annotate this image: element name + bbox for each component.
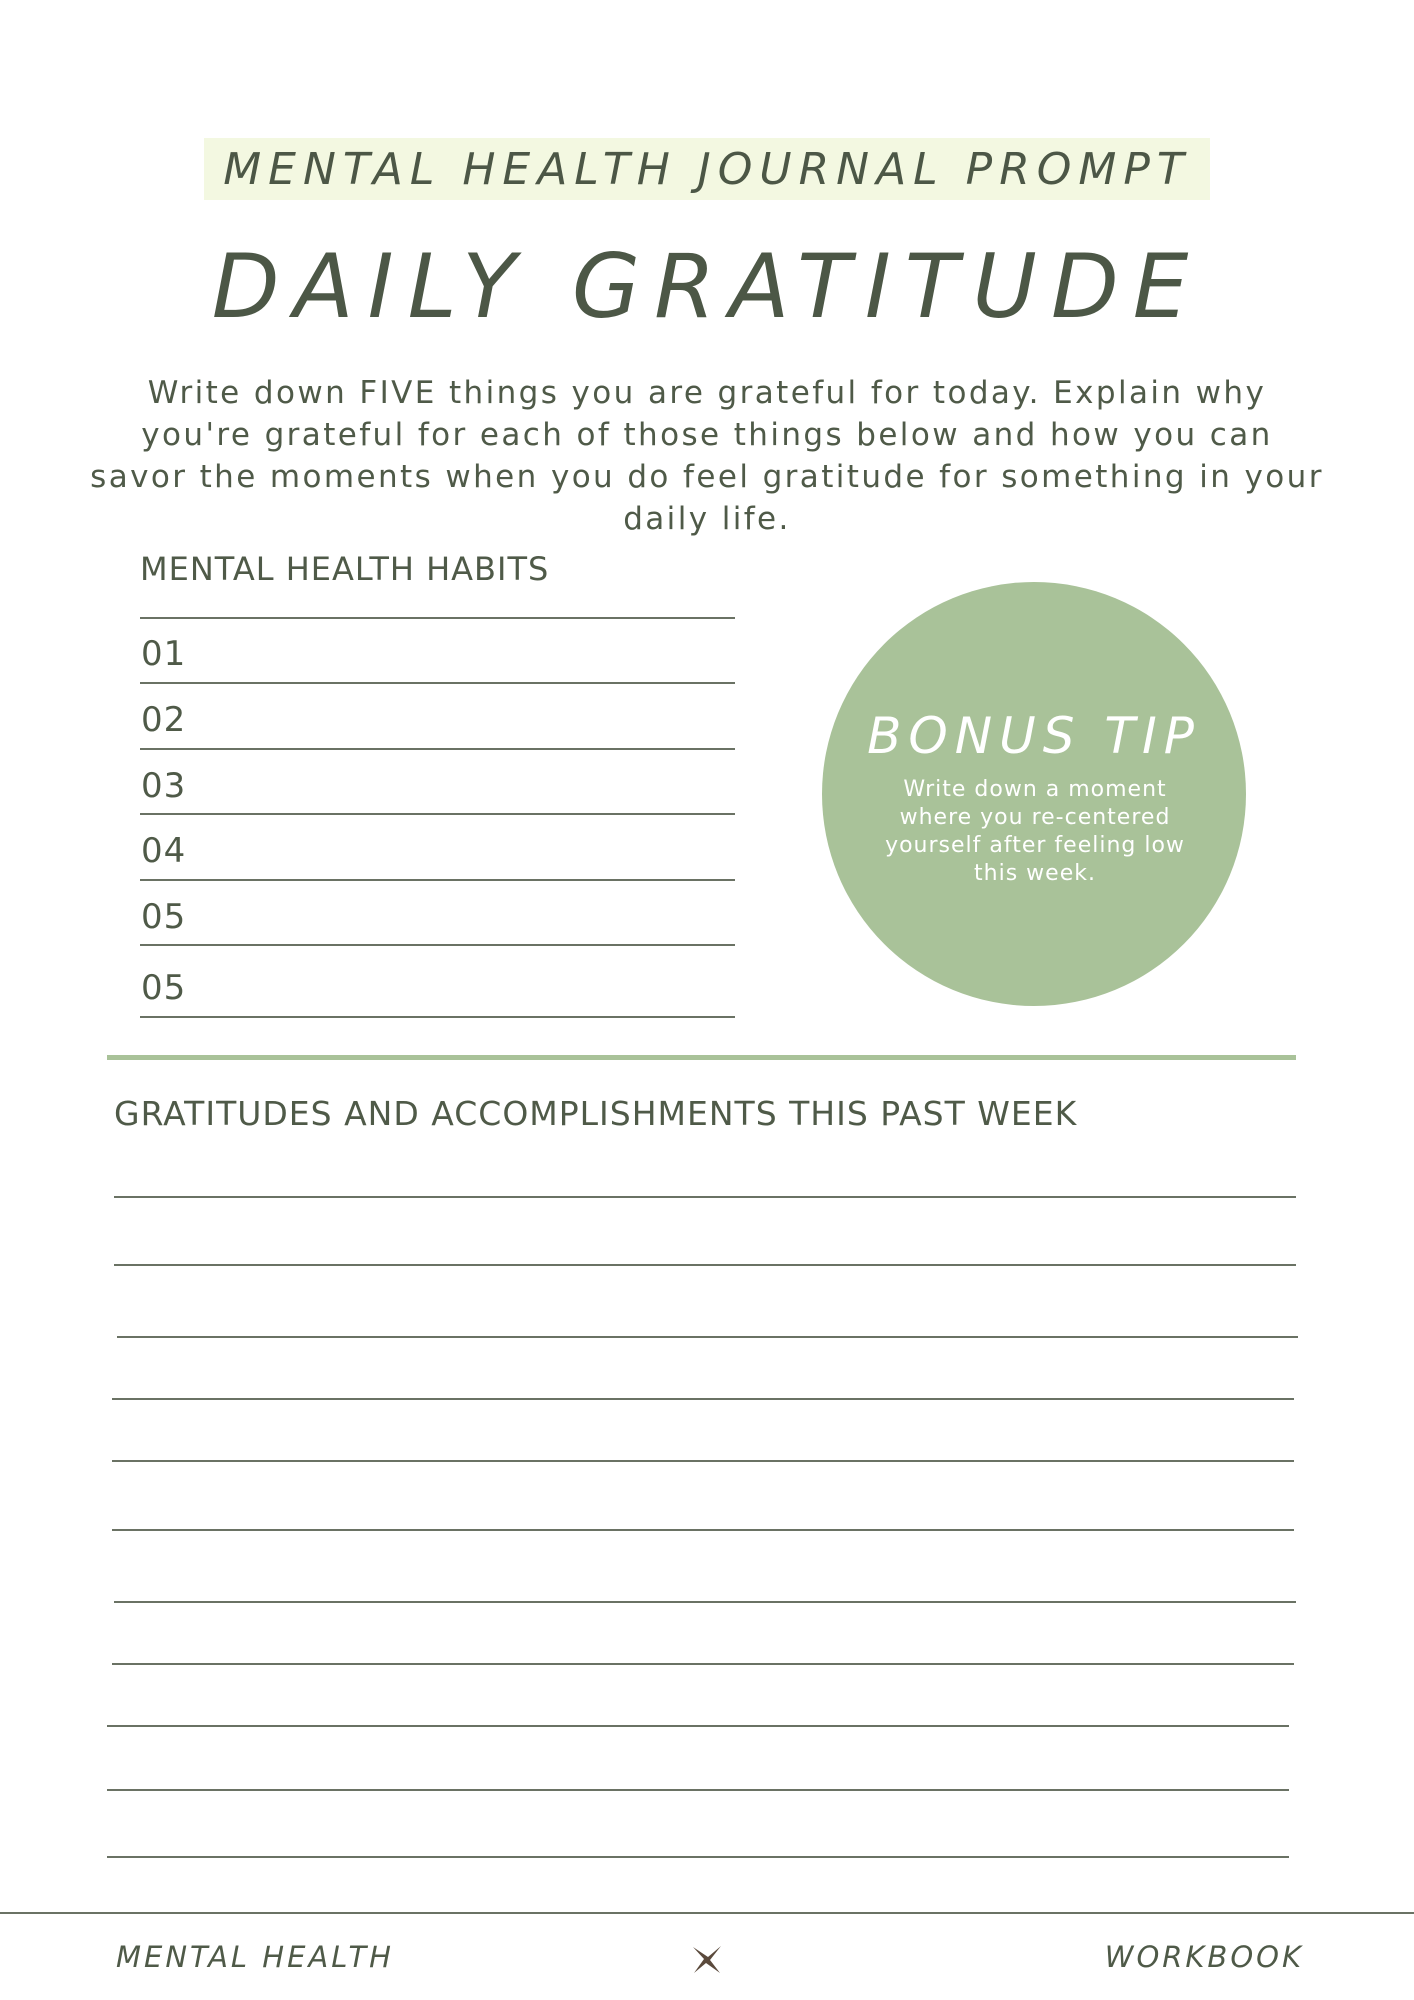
footer-left-label: MENTAL HEALTH	[116, 1940, 394, 1974]
writing-line-8[interactable]	[112, 1663, 1294, 1665]
writing-line-1[interactable]	[114, 1196, 1296, 1198]
writing-line-3[interactable]	[117, 1336, 1298, 1338]
habit-line-3[interactable]	[140, 813, 735, 815]
habits-heading: MENTAL HEALTH HABITS	[140, 550, 550, 588]
writing-line-10[interactable]	[107, 1789, 1289, 1791]
eyebrow-label: MENTAL HEALTH JOURNAL PROMPT	[223, 143, 1191, 195]
writing-line-6[interactable]	[112, 1529, 1294, 1531]
habit-number-2: 02	[141, 700, 187, 740]
writing-line-5[interactable]	[112, 1460, 1294, 1462]
habit-number-4: 04	[141, 831, 187, 871]
writing-line-7[interactable]	[114, 1601, 1296, 1603]
instructions-text: Write down FIVE things you are grateful for today. Explain why you're grateful for each of those things below and how you can savor the moments when you do feel gratitude for something in your daily life.	[90, 375, 1324, 537]
habit-number-1: 01	[141, 634, 187, 674]
habit-line-1[interactable]	[140, 682, 735, 684]
footer-rule	[0, 1912, 1414, 1914]
footer-right-label: WORKBOOK	[1104, 1940, 1304, 1974]
bonus-tip-text: Write down a moment where you re-centered yourself after feeling low this week.	[885, 777, 1185, 886]
habit-line-2[interactable]	[140, 748, 735, 750]
writing-line-11[interactable]	[107, 1856, 1289, 1858]
habit-line-6[interactable]	[140, 1016, 735, 1018]
habits-top-rule	[140, 617, 735, 619]
gratitudes-heading: GRATITUDES AND ACCOMPLISHMENTS THIS PAST WEEK	[114, 1094, 1078, 1133]
habit-number-3: 03	[141, 766, 187, 806]
page-title: DAILY GRATITUDE	[211, 235, 1203, 338]
habit-number-5: 05	[141, 897, 187, 937]
writing-line-2[interactable]	[114, 1264, 1296, 1266]
writing-line-4[interactable]	[112, 1398, 1294, 1400]
sparkle-icon	[690, 1942, 724, 1976]
bonus-tip-title: BONUS TIP	[867, 707, 1201, 765]
habit-line-5[interactable]	[140, 944, 735, 946]
section-divider	[107, 1055, 1296, 1060]
writing-line-9[interactable]	[107, 1725, 1289, 1727]
habit-line-4[interactable]	[140, 879, 735, 881]
habit-number-6: 05	[141, 968, 187, 1008]
